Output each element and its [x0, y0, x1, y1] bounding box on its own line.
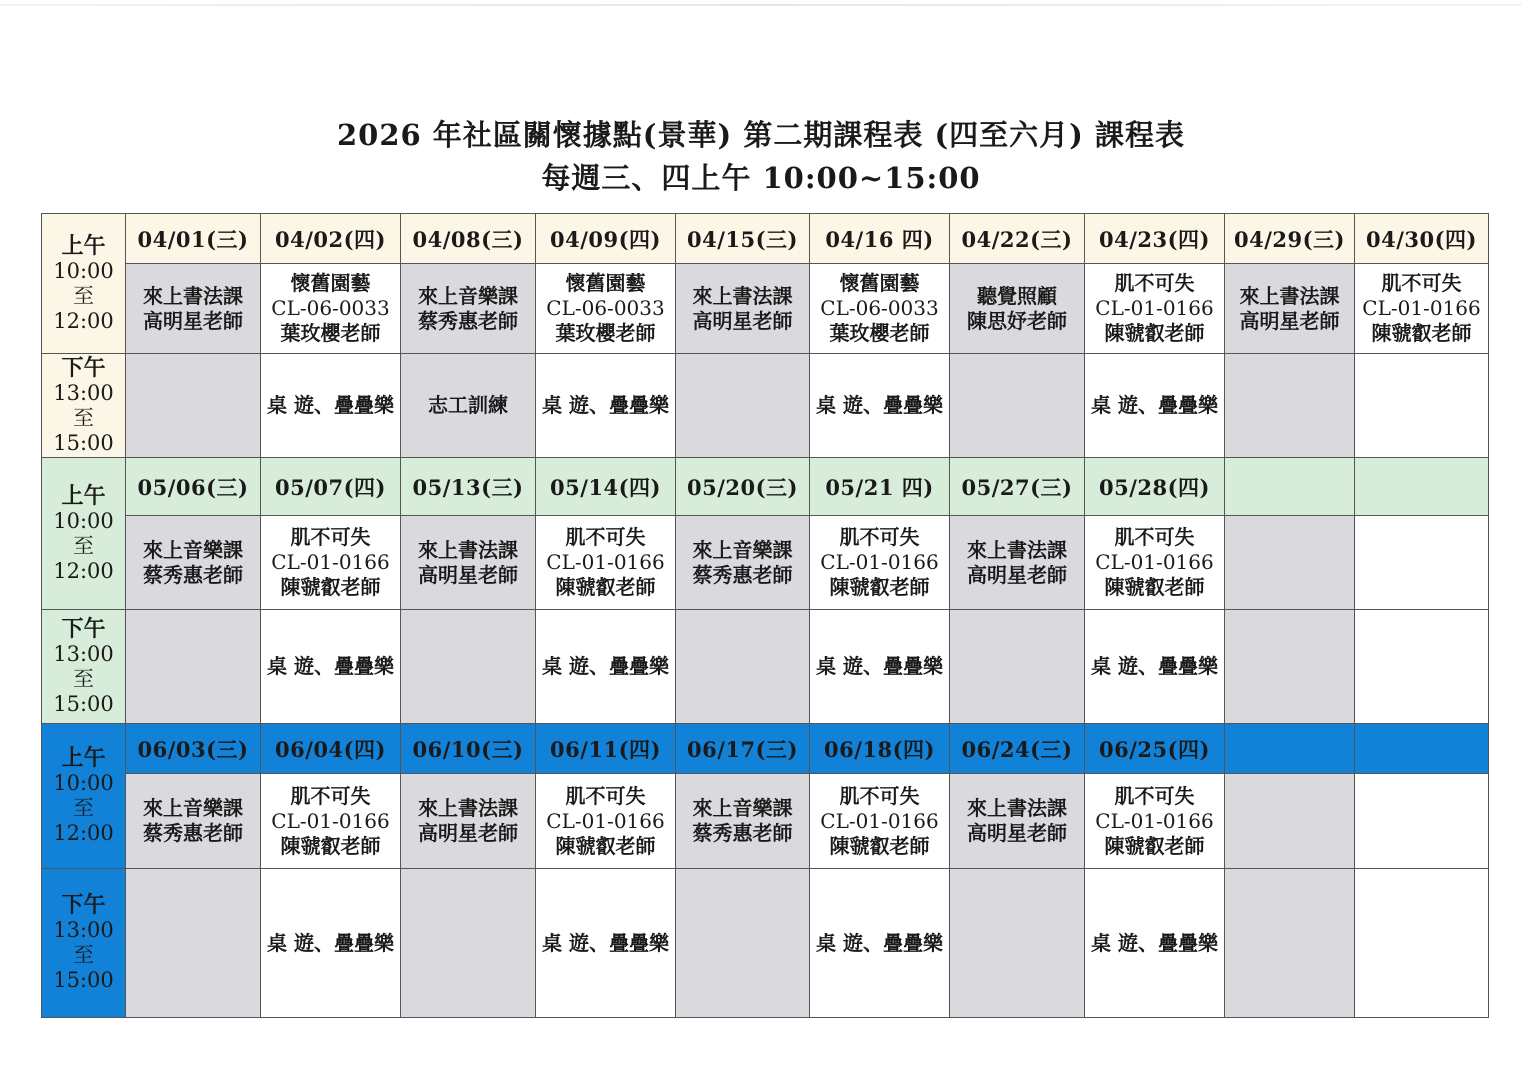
pm-activity-cell: 桌 遊、疊疊樂: [1085, 354, 1225, 458]
am-label-to: 至: [73, 533, 94, 558]
date-header: [1225, 724, 1355, 774]
course-code: CL-01-0166: [271, 808, 390, 833]
am-time-label: [42, 214, 126, 354]
pm-activity-cell: [950, 869, 1085, 1018]
pm-activity-cell: [1225, 869, 1355, 1018]
am-course-cell: [676, 774, 810, 869]
am-row-may: [42, 516, 1489, 610]
am-course-cell: [126, 264, 261, 354]
date-header: 04/16 四): [810, 214, 950, 264]
date-header: 05/14(四): [536, 458, 676, 516]
course-title: 肌不可失: [290, 783, 371, 808]
pm-time-label: [42, 610, 126, 724]
course-title: 來上書法課: [418, 537, 518, 562]
am-label-prefix: 上午: [61, 482, 106, 509]
am-time-label: [42, 458, 126, 610]
teacher-name: 蔡秀惠老師: [692, 562, 793, 587]
course-code: CL-01-0166: [546, 808, 665, 833]
am-empty-cell: [1225, 516, 1355, 610]
am-label-start: 10:00: [53, 771, 114, 795]
date-header: 04/15(三): [676, 214, 810, 264]
am-course-cell: [401, 264, 536, 354]
course-title: 肌不可失: [565, 525, 646, 549]
pm-activity-cell: [676, 354, 810, 458]
date-header: 05/28(四): [1085, 458, 1225, 516]
teacher-name: 高明星老師: [692, 308, 793, 333]
course-code: CL-01-0166: [1095, 808, 1214, 833]
pm-label-start: 13:00: [53, 918, 114, 942]
pm-activity-cell: [126, 354, 261, 458]
teacher-name: 陳虢叡老師: [829, 833, 930, 858]
am-course-cell: [1355, 264, 1489, 354]
am-label-to: 至: [73, 283, 94, 308]
pm-activity-cell: 桌 遊、疊疊樂: [261, 354, 401, 458]
course-title: 肌不可失: [290, 525, 371, 549]
pm-row-june: [42, 869, 1489, 1018]
am-course-cell: [401, 516, 536, 610]
teacher-name: 陳虢叡老師: [555, 833, 656, 858]
am-course-cell: [676, 264, 810, 354]
course-title: 來上書法課: [143, 283, 243, 308]
teacher-name: 蔡秀惠老師: [418, 308, 518, 333]
teacher-name: 高明星老師: [143, 308, 243, 333]
pm-time-label: [42, 354, 126, 458]
date-header: [1225, 458, 1355, 516]
course-title: 肌不可失: [1114, 271, 1195, 295]
am-label-end: 12:00: [53, 821, 114, 845]
course-title: 懷舊園藝: [290, 271, 371, 295]
pm-label-end: 15:00: [53, 430, 114, 455]
am-course-cell: [950, 264, 1085, 354]
pm-label-start: 13:00: [53, 380, 114, 405]
course-title: 懷舊園藝: [839, 271, 920, 295]
pm-label-prefix: 下午: [61, 354, 106, 381]
teacher-name: 蔡秀惠老師: [143, 562, 243, 587]
am-course-cell: [1085, 516, 1225, 610]
course-code: CL-06-0033: [271, 296, 390, 320]
pm-activity-cell: [401, 610, 536, 724]
teacher-name: 陳虢叡老師: [280, 833, 381, 858]
am-empty-cell: [1355, 516, 1489, 610]
pm-activity-cell: 志工訓練: [401, 354, 536, 458]
am-course-cell: [676, 516, 810, 610]
course-title: 來上音樂課: [143, 796, 243, 820]
am-course-cell: [401, 774, 536, 869]
pm-activity-cell: [1225, 610, 1355, 724]
pm-activity-cell: 桌 遊、疊疊樂: [810, 610, 950, 724]
pm-activity-cell: [1225, 354, 1355, 458]
am-label-to: 至: [73, 796, 94, 820]
am-course-cell: [1085, 264, 1225, 354]
am-label-end: 12:00: [53, 308, 114, 333]
teacher-name: 陳虢叡老師: [1371, 321, 1472, 345]
am-label-prefix: 上午: [61, 745, 106, 771]
course-title: 來上書法課: [692, 283, 793, 308]
course-code: CL-01-0166: [1095, 296, 1214, 320]
teacher-name: 高明星老師: [967, 562, 1067, 587]
am-course-cell: [126, 774, 261, 869]
teacher-name: 陳虢叡老師: [1104, 833, 1205, 858]
am-label-start: 10:00: [53, 508, 114, 533]
pm-activity-cell: [950, 354, 1085, 458]
date-header: [1355, 724, 1489, 774]
am-row-april: [42, 264, 1489, 354]
pm-activity-cell: 桌 遊、疊疊樂: [1085, 610, 1225, 724]
am-empty-cell: [1225, 774, 1355, 869]
teacher-name: 葉玫櫻老師: [280, 321, 381, 345]
schedule-body: [42, 214, 1489, 1018]
pm-activity-cell: [676, 869, 810, 1018]
date-header: 04/01(三): [126, 214, 261, 264]
course-title: 來上書法課: [1239, 283, 1340, 308]
date-header: 06/25(四): [1085, 724, 1225, 774]
date-header: 04/30(四): [1355, 214, 1489, 264]
date-header: 06/04(四): [261, 724, 401, 774]
course-code: CL-01-0166: [820, 550, 939, 574]
date-header: 06/10(三): [401, 724, 536, 774]
teacher-name: 陳思妤老師: [967, 308, 1067, 333]
teacher-name: 蔡秀惠老師: [692, 821, 793, 845]
am-course-cell: [126, 516, 261, 610]
am-course-cell: [950, 774, 1085, 869]
course-title: 肌不可失: [565, 783, 646, 808]
am-course-cell: [1085, 774, 1225, 869]
date-row-april: [42, 214, 1489, 264]
teacher-name: 高明星老師: [1239, 308, 1340, 333]
teacher-name: 陳虢叡老師: [280, 575, 381, 599]
pm-activity-cell: 桌 遊、疊疊樂: [261, 869, 401, 1018]
course-code: CL-06-0033: [546, 296, 665, 320]
pm-activity-cell: [401, 869, 536, 1018]
date-header: 05/06(三): [126, 458, 261, 516]
teacher-name: 陳虢叡老師: [1104, 321, 1205, 345]
am-label-end: 12:00: [53, 558, 114, 583]
pm-label-start: 13:00: [53, 641, 114, 666]
date-header: 04/29(三): [1225, 214, 1355, 264]
pm-label-end: 15:00: [53, 968, 114, 992]
course-code: CL-01-0166: [1362, 296, 1481, 320]
page-subtitle: 每週三、四上午 10:00~15:00: [541, 161, 981, 195]
pm-label-to: 至: [73, 943, 94, 967]
teacher-name: 高明星老師: [967, 821, 1067, 845]
pm-activity-cell: [126, 610, 261, 724]
am-course-cell: [536, 774, 676, 869]
pm-activity-cell: 桌 遊、疊疊樂: [261, 610, 401, 724]
pm-activity-cell: [126, 869, 261, 1018]
am-course-cell: [950, 516, 1085, 610]
teacher-name: 高明星老師: [418, 821, 518, 845]
course-title: 來上音樂課: [692, 537, 793, 562]
pm-row-april: [42, 354, 1489, 458]
course-code: CL-01-0166: [271, 550, 390, 574]
pm-activity-cell: [1355, 869, 1489, 1018]
date-header: 05/21 四): [810, 458, 950, 516]
date-header: 05/20(三): [676, 458, 810, 516]
course-code: CL-01-0166: [1095, 550, 1214, 574]
teacher-name: 葉玫櫻老師: [555, 321, 656, 345]
course-title: 來上書法課: [967, 537, 1067, 562]
date-header: 05/27(三): [950, 458, 1085, 516]
am-course-cell: [536, 516, 676, 610]
teacher-name: 陳虢叡老師: [829, 575, 930, 599]
pm-row-may: [42, 610, 1489, 724]
am-course-cell: [261, 516, 401, 610]
pm-label-to: 至: [73, 405, 94, 430]
date-header: 06/18(四): [810, 724, 950, 774]
date-row-may: [42, 458, 1489, 516]
pm-activity-cell: [1355, 610, 1489, 724]
schedule-table: [41, 213, 1489, 1018]
course-title: 聽覺照顧: [977, 283, 1057, 308]
date-row-june: [42, 724, 1489, 774]
pm-time-label: [42, 869, 126, 1018]
pm-activity-cell: 桌 遊、疊疊樂: [1085, 869, 1225, 1018]
pm-activity-cell: 桌 遊、疊疊樂: [536, 869, 676, 1018]
am-label-prefix: 上午: [61, 232, 106, 259]
course-code: CL-01-0166: [546, 550, 665, 574]
date-header: 06/17(三): [676, 724, 810, 774]
course-code: CL-06-0033: [820, 296, 939, 320]
pm-activity-cell: [1355, 354, 1489, 458]
pm-activity-cell: [676, 610, 810, 724]
pm-label-to: 至: [73, 666, 94, 691]
am-course-cell: [810, 774, 950, 869]
am-time-label: [42, 724, 126, 869]
course-title: 來上書法課: [967, 796, 1067, 820]
date-header: 06/24(三): [950, 724, 1085, 774]
course-title: 來上音樂課: [692, 796, 793, 820]
am-course-cell: [810, 264, 950, 354]
date-header: 04/02(四): [261, 214, 401, 264]
date-header: 05/07(四): [261, 458, 401, 516]
date-header: 04/23(四): [1085, 214, 1225, 264]
scan-edge-line: [0, 4, 1522, 6]
course-title: 肌不可失: [1381, 271, 1462, 295]
am-course-cell: [536, 264, 676, 354]
course-title: 肌不可失: [1114, 783, 1195, 808]
teacher-name: 蔡秀惠老師: [143, 821, 243, 845]
course-title: 懷舊園藝: [565, 271, 646, 295]
pm-label-prefix: 下午: [61, 615, 106, 642]
course-title: 肌不可失: [839, 783, 920, 808]
date-header: 06/03(三): [126, 724, 261, 774]
am-course-cell: [810, 516, 950, 610]
am-label-start: 10:00: [53, 258, 114, 283]
page-title: 2026 年社區關懷據點(景華) 第二期課程表 (四至六月) 課程表: [337, 118, 1185, 152]
course-title: 肌不可失: [1114, 525, 1195, 549]
date-header: [1355, 458, 1489, 516]
date-header: 04/08(三): [401, 214, 536, 264]
course-code: CL-01-0166: [820, 808, 939, 833]
pm-activity-cell: 桌 遊、疊疊樂: [810, 869, 950, 1018]
pm-activity-cell: 桌 遊、疊疊樂: [536, 354, 676, 458]
am-course-cell: [261, 264, 401, 354]
teacher-name: 陳虢叡老師: [555, 575, 656, 599]
pm-activity-cell: 桌 遊、疊疊樂: [810, 354, 950, 458]
date-header: 06/11(四): [536, 724, 676, 774]
am-course-cell: [261, 774, 401, 869]
date-header: 04/22(三): [950, 214, 1085, 264]
date-header: 05/13(三): [401, 458, 536, 516]
course-title: 肌不可失: [839, 525, 920, 549]
teacher-name: 葉玫櫻老師: [829, 321, 930, 345]
pm-activity-cell: 桌 遊、疊疊樂: [536, 610, 676, 724]
pm-activity-cell: [950, 610, 1085, 724]
teacher-name: 陳虢叡老師: [1104, 575, 1205, 599]
pm-label-prefix: 下午: [61, 892, 106, 918]
course-title: 來上書法課: [418, 796, 518, 820]
pm-label-end: 15:00: [53, 691, 114, 716]
date-header: 04/09(四): [536, 214, 676, 264]
course-title: 來上音樂課: [418, 283, 518, 308]
course-title: 來上音樂課: [143, 537, 243, 562]
am-row-june: [42, 774, 1489, 869]
teacher-name: 高明星老師: [418, 562, 518, 587]
am-empty-cell: [1355, 774, 1489, 869]
am-course-cell: [1225, 264, 1355, 354]
